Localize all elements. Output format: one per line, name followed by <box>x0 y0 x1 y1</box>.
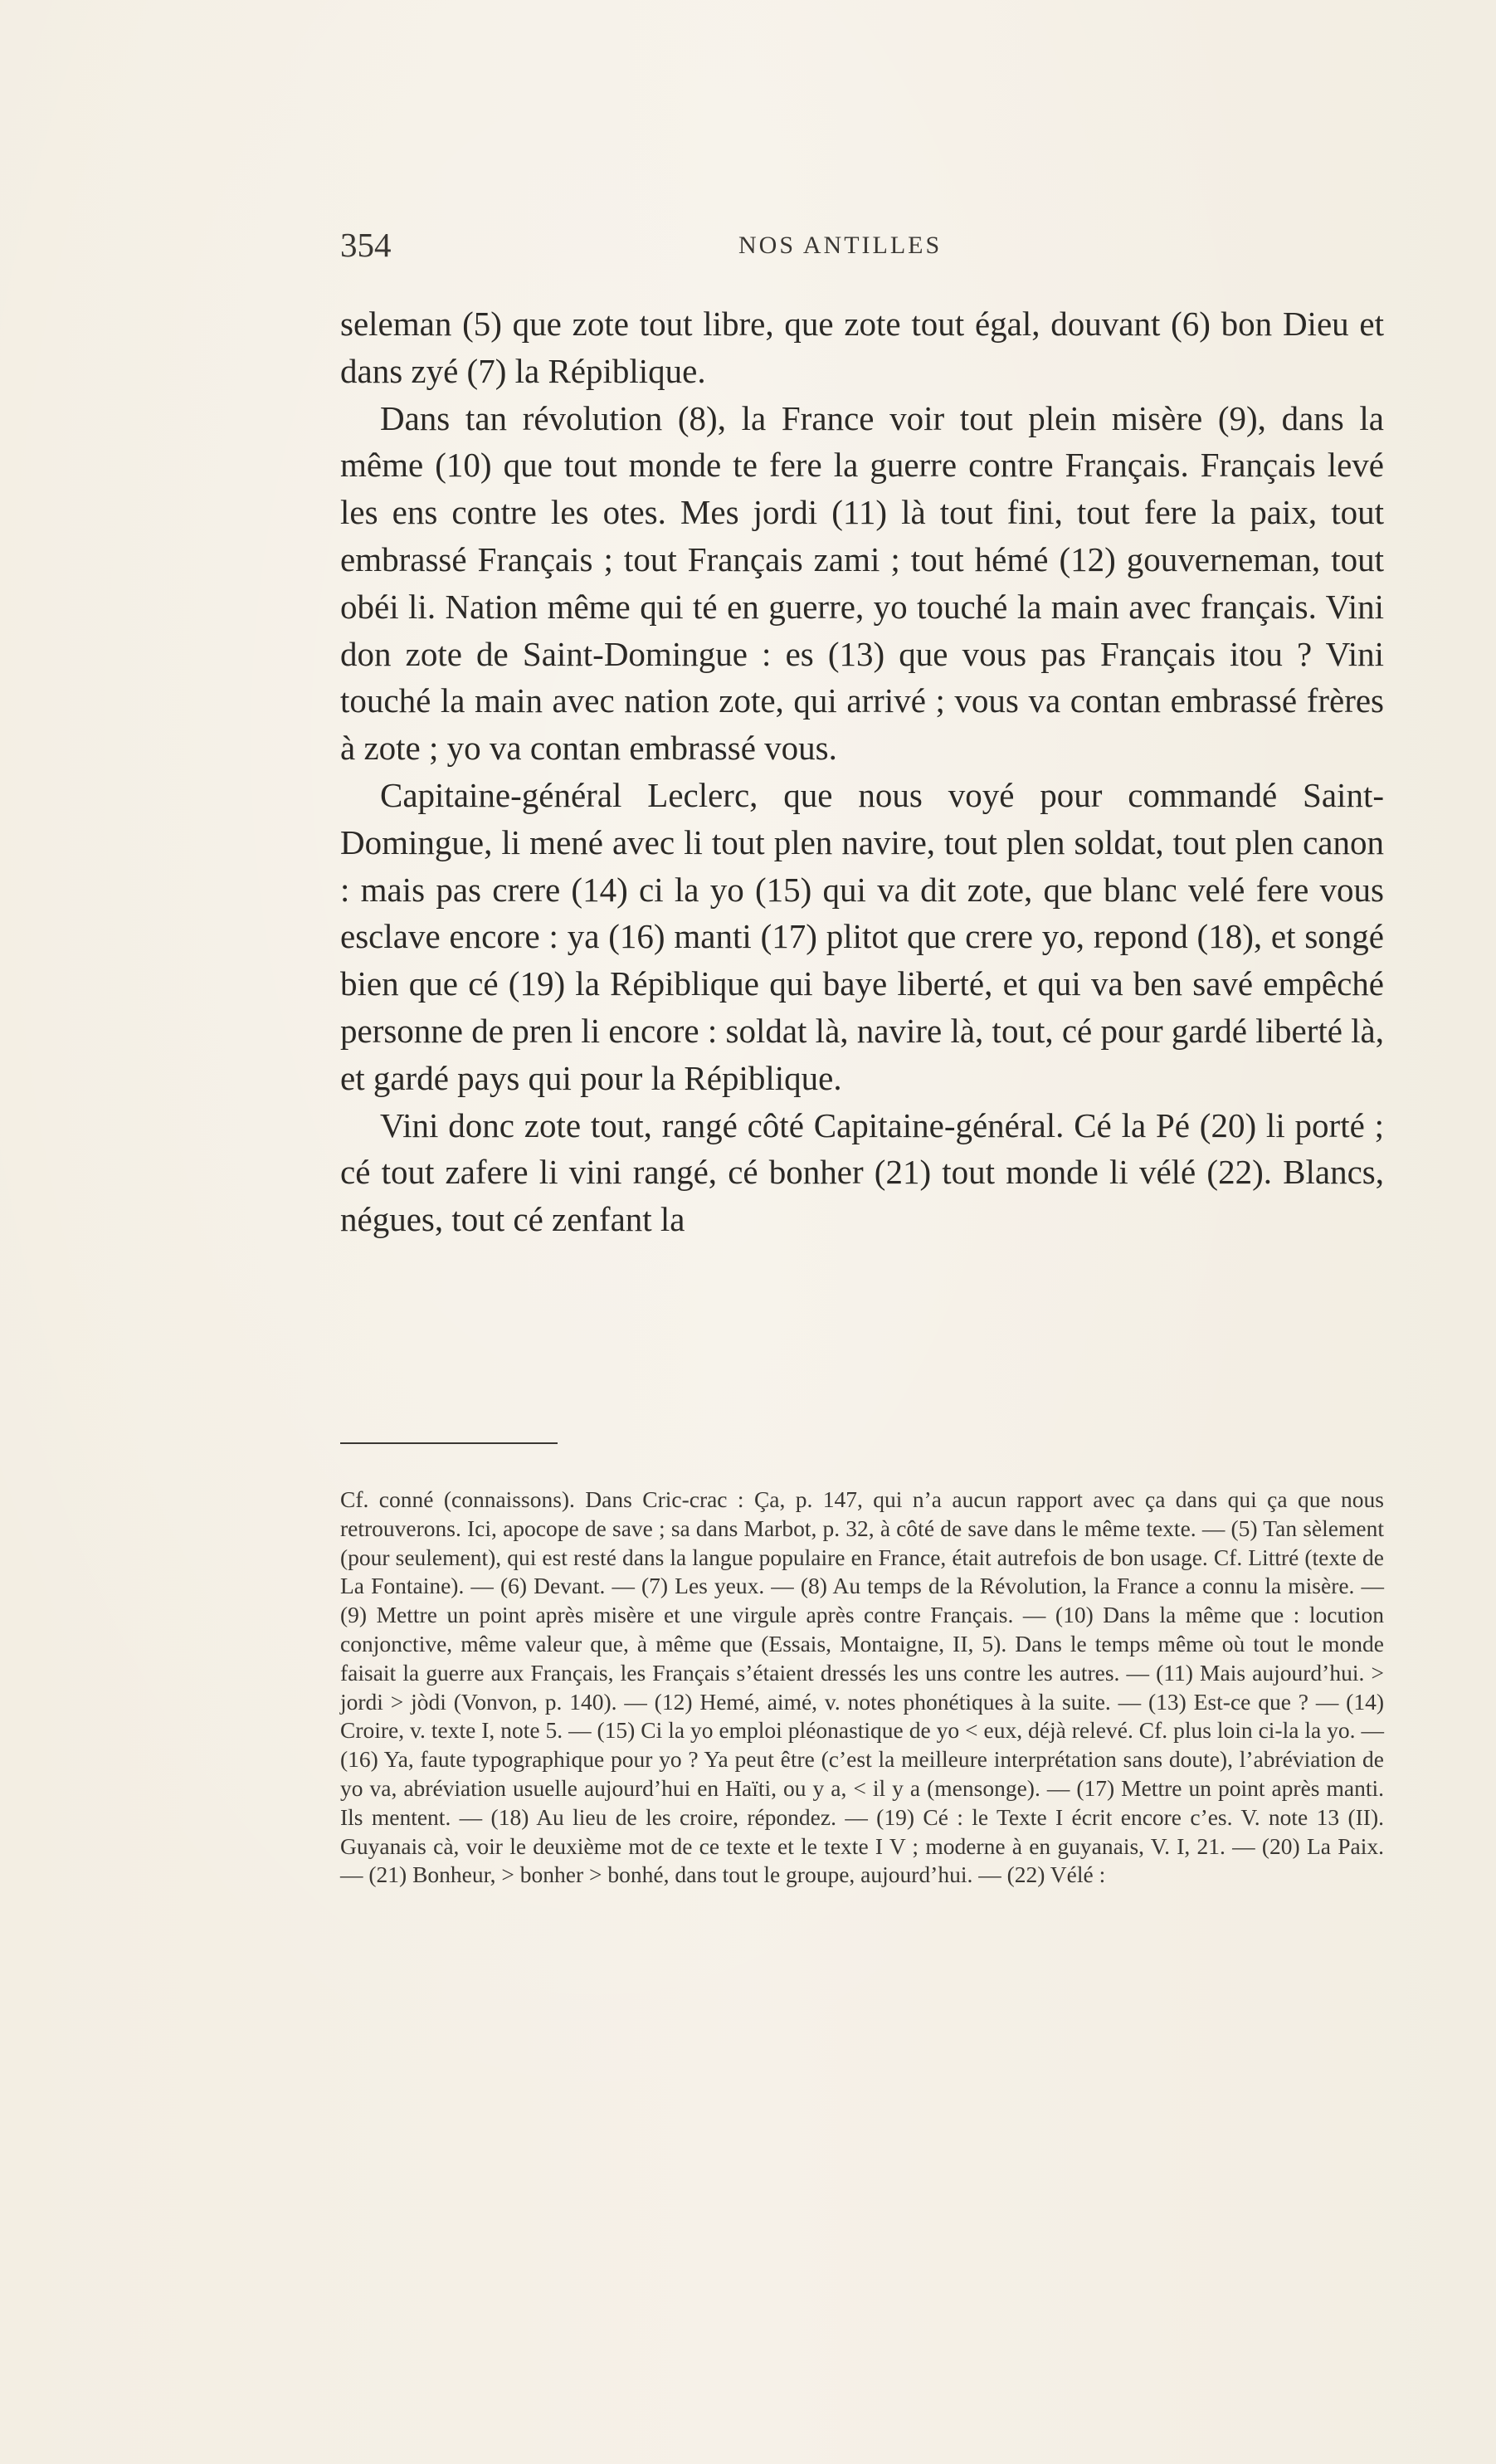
footnote-divider <box>340 1442 558 1444</box>
paragraph-leclerc: Capitaine-général Leclerc, que nous voyé pour commandé Saint-Domingue, li mené avec li tout plen navire, tout plen soldat, tout plen canon : mais pas crere (14) ci la yo (15) qui va dit zote, que blanc velé fere vous esclave encore : ya (16) manti (17) plitot que crere yo, repond (18), et songé bien que cé (19) la Répiblique qui baye liberté, et qui va ben savé empêché personne de pren li encore : soldat là, navire là, tout, cé pour gardé liberté là, et gardé pays qui pour la Répiblique. <box>340 775 1384 1097</box>
footnote-text: Cf. conné (connaissons). Dans Cric-crac : Ça, p. 147, qui n’a aucun rapport avec ça dans qui ça que nous retrouverons. Ici, apocope de save ; sa dans Marbot, p. 32, à côté de save dans le même texte. — (5) Tan sèlement (pour seulement), qui est resté dans la langue populaire en France, était autrefois de bon usage. Cf. Littré (texte de La Fontaine). — (6) Devant. — (7) Les yeux. — (8) Au temps de la Révolution, la France a connu la misère. — (9) Mettre un point après misère et une virgule après contre Français. — (10) Dans la même que : locution conjonctive, même valeur que, à même que (Essais, Montaigne, II, 5). Dans le temps même où tout le monde faisait la guerre aux Français, les Français s’étaient dressés les uns contre les autres. — (11) Mais aujourd’hui. > jordi > jòdi (Vonvon, p. 140). — (12) Hemé, aimé, v. notes phonétiques à la suite. — (13) Est-ce que ? — (14) Croire, v. texte I, note 5. — (15) Ci la yo emploi pléonastique de yo < eux, déjà relevé. Cf. plus loin ci-la la yo. — (16) Ya, faute typographique pour yo ? Ya peut être (c’est la meilleure interprétation sans doute), l’abréviation de yo va, abréviation usuelle aujourd’hui en Haïti, ou y a, < il y a (mensonge). — (17) Mettre un point après manti. Ils mentent. — (18) Au lieu de les croire, répondez. — (19) Cé : le Texte I écrit encore c’es. V. note 13 (II). Guyanais cà, voir le deuxième mot de ce texte et le texte I V ; moderne à en guyanais, V. I, 21. — (20) La Paix. — (21) Bonheur, > bonher > bonhé, dans tout le groupe, aujourd’hui. — (22) Vélé : <box>340 1486 1384 1888</box>
running-head: NOS ANTILLES <box>738 232 943 259</box>
paragraph-vini-donc: Vini donc zote tout, rangé côté Capitaine-général. Cé la Pé (20) li porté ; cé tout zafere li vini rangé, cé bonher (21) tout monde li vélé (22). Blancs, négues, tout cé zenfant la <box>340 1105 1384 1239</box>
footnotes <box>340 1486 1384 1890</box>
page-number: 354 <box>340 226 392 264</box>
paragraph-continued: seleman (5) que zote tout libre, que zote tout égal, douvant (6) bon Dieu et dans zyé (7) la Répiblique. <box>340 305 1384 390</box>
page-header <box>340 224 1386 266</box>
paragraph-revolution: Dans tan révolution (8), la France voir tout plein misère (9), dans la même (10) que tout monde te fere la guerre contre Français. Français levé les ens contre les otes. Mes jordi (11) là tout fini, tout fere la paix, tout embrassé Français ; tout Français zami ; tout hémé (12) gouverneman, tout obéi li. Nation même qui té en guerre, yo touché la main avec français. Vini don zote de Saint-Domingue : es (13) que vous pas Français itou ? Vini touché la main avec nation zote, qui arrivé ; vous va contan embrassé frères à zote ; yo va contan embrassé vous. <box>340 398 1384 768</box>
main-text <box>340 300 1384 1243</box>
